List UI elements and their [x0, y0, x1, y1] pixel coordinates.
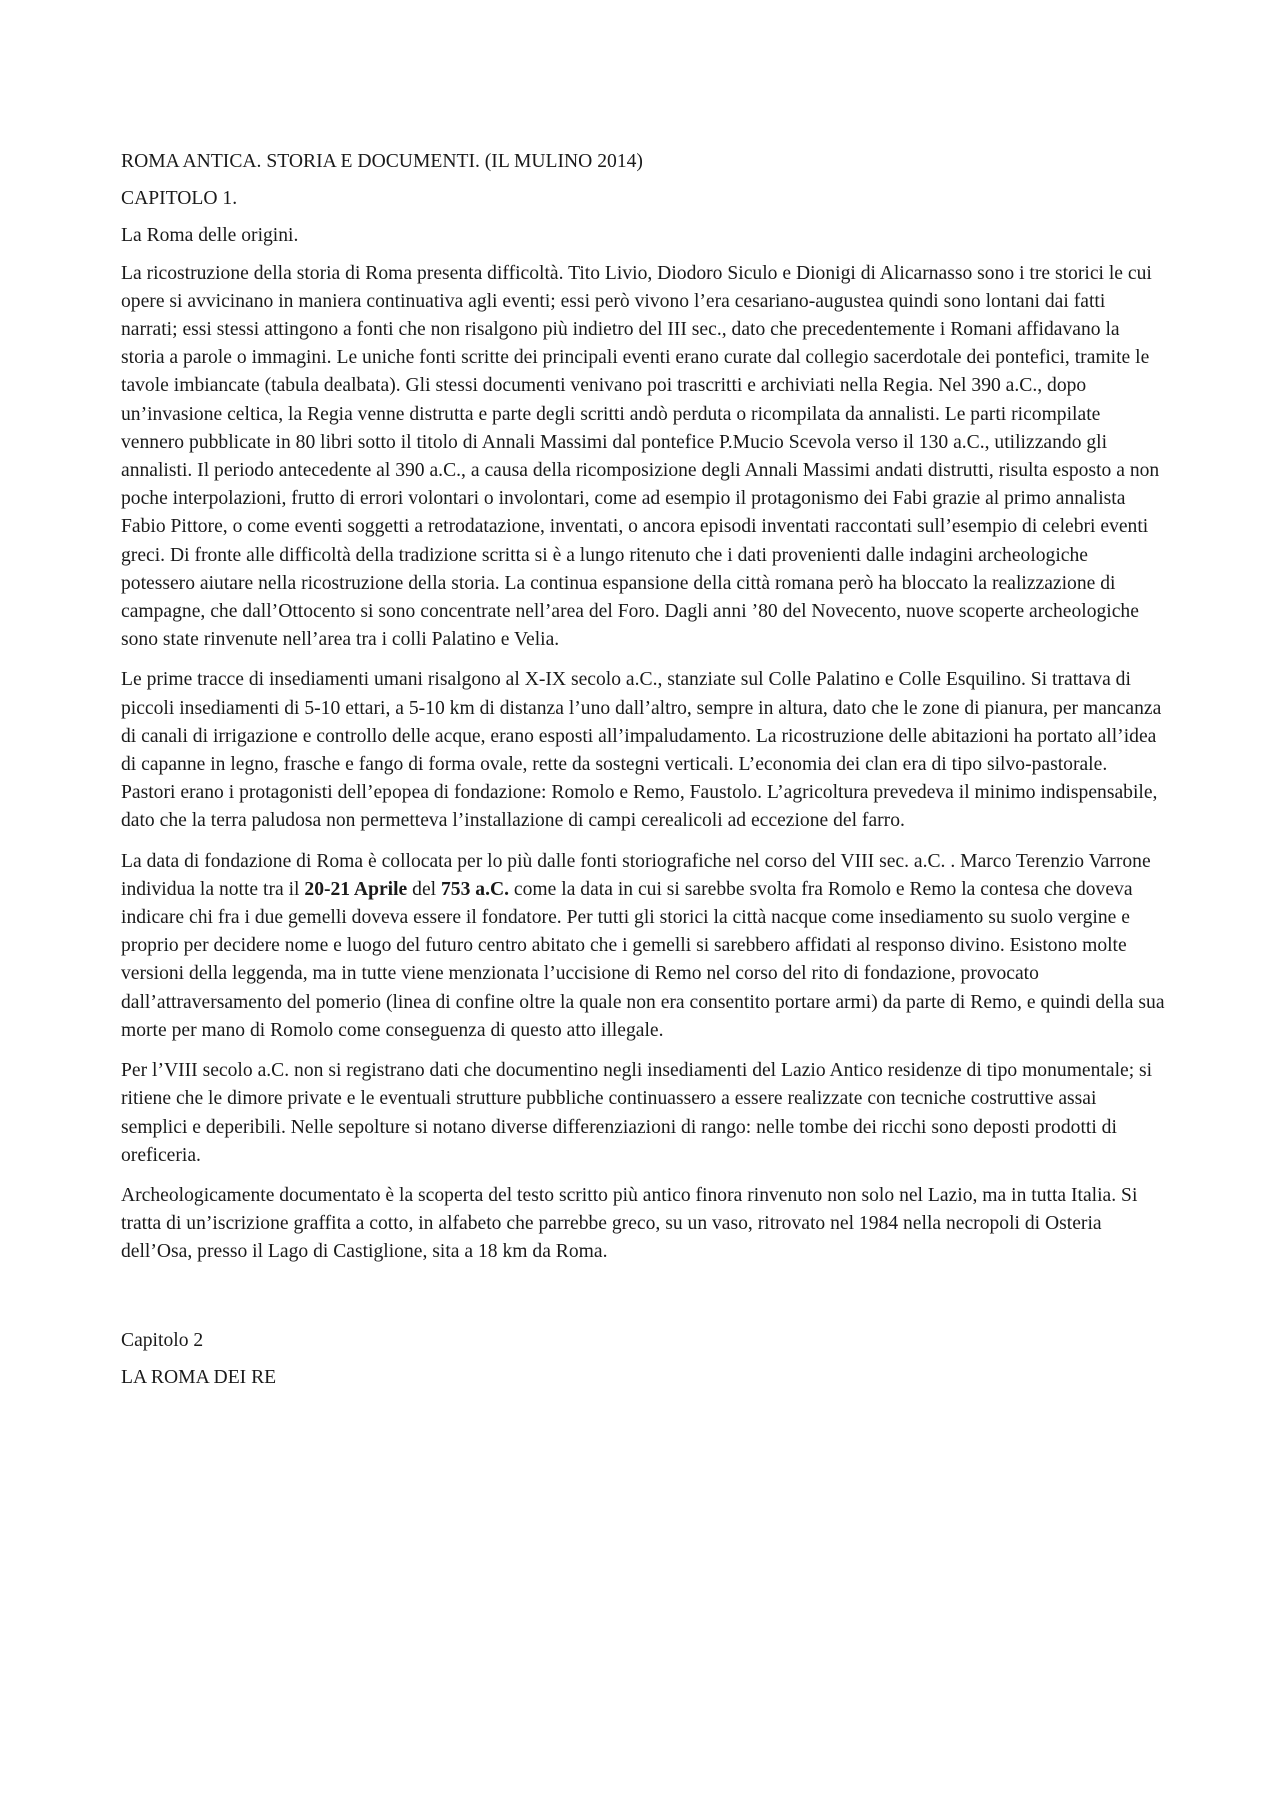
- paragraph-4: Per l’VIII secolo a.C. non si registrano dati che documentino negli insediamenti del Lazio Antico residenze di tipo monumentale; si ritiene che le dimore private e le eventuali strutture pubbliche continuassero a essere realizzate con tecniche costruttive assai semplici e deperibili. Nelle sepolture si notano diverse differenziazioni di rango: nelle tombe dei ricchi sono deposti prodotti di oreficeria.: [121, 1060, 1153, 1166]
- chapter-2-heading: Capitolo 2: [121, 1329, 204, 1351]
- paragraph-2: Le prime tracce di insediamenti umani risalgono al X-IX secolo a.C., stanziate sul Colle Palatino e Colle Esquilino. Si trattava di piccoli insediamenti di 5-10 ettari, a 5-10 km di distanza l’uno dall’altro, sempre in altura, dato che le zone di pianura, per mancanza di canali di irrigazione e controllo delle acque, erano esposti all’impaludamento. La ricostruzione delle abitazioni ha portato all’idea di capanne in legno, frasche e fango di forma ovale, rette da sostegni verticali. L’economia dei clan era di tipo silvo-pastorale. Pastori erano i protagonisti dell’epopea di fondazione: Romolo e Remo, Faustolo. L’agricoltura prevedeva il minimo indispensabile, dato che la terra paludosa non permetteva l’installazione di campi cerealicoli ad eccezione del farro.: [121, 669, 1162, 832]
- paragraph-1: La ricostruzione della storia di Roma presenta difficoltà. Tito Livio, Diodoro Siculo e Dionigi di Alicarnasso sono i tre storici le cui opere si avvicinano in maniera continuativa agli eventi; essi però vivono l’era cesariano-augustea quindi sono lontani dai fatti narrati; essi stessi attingono a fonti che non risalgono più indietro del III sec., dato che precedentemente i Romani affidavano la storia a parole o immagini. Le uniche fonti scritte dei principali eventi erano curate dal collegio sacerdotale dei pontefici, tramite le tavole imbiancate (tabula dealbata). Gli stessi documenti venivano poi trascritti e archiviati nella Regia. Nel 390 a.C., dopo un’invasione celtica, la Regia venne distrutta e parte degli scritti andò perduta o ricompilata da annalisti. Le parti ricompilate vennero pubblicate in 80 libri sotto il titolo di Annali Massimi dal pontefice P.Mucio Scevola verso il 130 a.C., utilizzando gli annalisti. Il periodo antecedente al 390 a.C., a causa della ricomposizione degli Annali Massimi andati distrutti, risulta esposto a non poche interpolazioni, frutto di errori volontari o involontari, come ad esempio il protagonismo dei Fabi grazie al primo annalista Fabio Pittore, o come eventi soggetti a retrodatazione, inventati, o ancora episodi inventati raccontati sull’esempio di celebri eventi greci. Di fronte alle difficoltà della tradizione scritta si è a lungo ritenuto che i dati provenienti dalle indagini archeologiche potessero aiutare nella ricostruzione della storia. La continua espansione della città romana però ha bloccato la realizzazione di campagne, che dall’Ottocento si sono concentrate nell’area del Foro. Dagli anni ’80 del Novecento, nuove scoperte archeologiche sono state rinvenute nell’area tra i colli Palatino e Velia.: [121, 262, 1160, 651]
- section-spacer: [121, 1267, 1166, 1327]
- paragraph-3-text-c: come la data in cui si sarebbe svolta fra Romolo e Remo la contesa che doveva indicare chi fra i due gemelli doveva essere il fondatore. Per tutti gli storici la città nacque come insediamento su suolo vergine e proprio per decidere nome e luogo del futuro centro abitato che i gemelli si sarebbero affidati al responso divino. Esistono molte versioni della leggenda, ma in tutte viene menzionata l’uccisione di Remo nel corso del rito di fondazione, provocato dall’attraversamento del pomerio (linea di confine oltre la quale non era consentito portare armi) da parte di Remo, e quindi della sua morte per mano di Romolo come conseguenza di questo atto illegale.: [121, 878, 1165, 1041]
- paragraph-3-text-b: del: [407, 878, 441, 900]
- founding-year-bold: 753 a.C.: [440, 878, 510, 900]
- document-title: ROMA ANTICA. STORIA E DOCUMENTI. (IL MULINO 2014): [121, 151, 643, 172]
- paragraph-3: [121, 848, 1166, 1045]
- paragraph-3-text-a: La data di fondazione di Roma è collocata per lo più dalle fonti storiografiche nel corso del VIII sec. a.C. . Marco Terenzio Varrone individua la notte tra il: [121, 850, 1151, 900]
- chapter-1-heading: CAPITOLO 1.: [121, 188, 238, 210]
- chapter-1-subtitle: La Roma delle origini.: [121, 225, 299, 247]
- paragraph-5: Archeologicamente documentato è la scoperta del testo scritto più antico finora rinvenuto non solo nel Lazio, ma in tutta Italia. Si tratta di un’iscrizione graffita a cotto, in alfabeto che parrebbe greco, su un vaso, ritrovato nel 1984 nella necropoli di Osteria dell’Osa, presso il Lago di Castiglione, sita a 18 km da Roma.: [121, 1184, 1138, 1263]
- founding-date-bold: 20-21 Aprile: [304, 878, 408, 900]
- chapter-2-subtitle: LA ROMA DEI RE: [121, 1366, 277, 1388]
- document-page: [121, 148, 1166, 1392]
